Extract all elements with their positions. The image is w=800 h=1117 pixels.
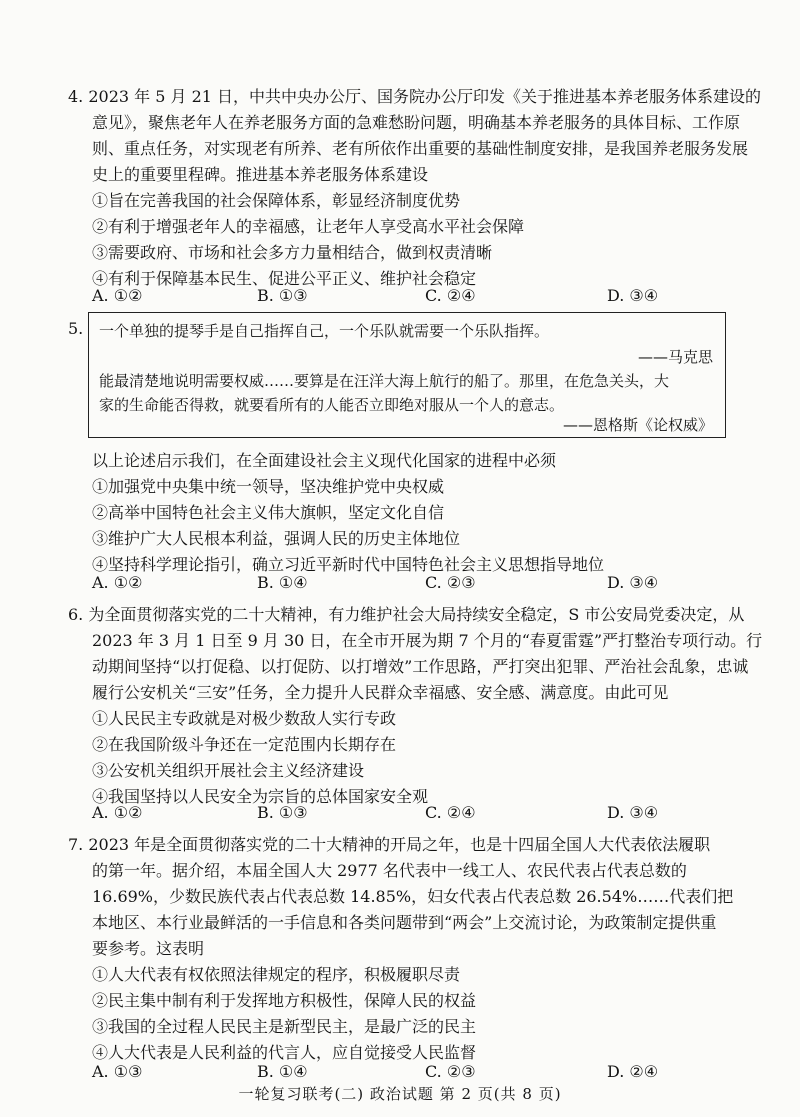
q7-choices bbox=[92, 1059, 712, 1085]
q6-choice-a: A. ①② bbox=[92, 803, 143, 822]
q6-choice-d: D. ③④ bbox=[607, 803, 659, 822]
q6-stem-line: 动期间坚持“以打促稳、以打促防、以打增效”工作思路，严打突出犯罪、严治社会乱象，忠诚 bbox=[92, 657, 749, 676]
q6-choices bbox=[92, 800, 712, 826]
q4-option-4: ④有利于保障基本民生、促进公平正义、维护社会稳定 bbox=[92, 269, 477, 288]
q6-stem-line: 2023 年 3 月 1 日至 9 月 30 日，在全市开展为期 7 个月的“春夏雷霆”严打整治专项行动。行 bbox=[92, 631, 763, 650]
q5-choice-c: C. ②③ bbox=[425, 573, 476, 592]
q6-stem-line: 履行公安机关“三安”任务，全力提升人民群众幸福感、安全感、满意度。由此可见 bbox=[92, 683, 669, 702]
q5-stem: 以上论述启示我们，在全面建设社会主义现代化国家的进程中必须 bbox=[92, 451, 557, 470]
q5-option-2: ②高举中国特色社会主义伟大旗帜，坚定文化自信 bbox=[92, 503, 445, 522]
q4-option-3: ③需要政府、市场和社会多方力量相结合，做到权责清晰 bbox=[92, 243, 493, 262]
q7-choice-d: D. ②④ bbox=[607, 1062, 659, 1081]
q7-stem-line: 的第一年。据介绍，本届全国人大 2977 名代表中一线工人、农民代表占代表总数的 bbox=[92, 861, 687, 880]
q5-attribution-2: ——恩格斯《论权威》 bbox=[562, 416, 713, 434]
q6-option-1: ①人民民主专政就是对极少数敌人实行专政 bbox=[92, 709, 397, 728]
q7-choice-c: C. ②③ bbox=[425, 1062, 476, 1081]
q4-stem-line: 史上的重要里程碑。推进基本养老服务体系建设 bbox=[92, 165, 429, 184]
q7-option-3: ③我国的全过程人民民主是新型民主，是最广泛的民主 bbox=[92, 1017, 477, 1036]
q6-choice-b: B. ①③ bbox=[257, 803, 308, 822]
q4-choice-c: C. ②④ bbox=[425, 286, 476, 305]
page-footer: 一轮复习联考(二) 政治试题 第 2 页(共 8 页) bbox=[238, 1085, 562, 1103]
q6-option-2: ②在我国阶级斗争还在一定范围内长期存在 bbox=[92, 735, 397, 754]
q4-stem-line: 则、重点任务，对实现老有所养、老有所依作出重要的基础性制度安排，是我国养老服务发展 bbox=[92, 139, 749, 158]
q5-quote-1: 一个单独的提琴手是自己指挥自己，一个乐队就需要一个乐队指挥。 bbox=[99, 322, 550, 340]
q4-option-1: ①旨在完善我国的社会保障体系，彰显经济制度优势 bbox=[92, 191, 461, 210]
q7-option-2: ②民主集中制有利于发挥地方积极性，保障人民的权益 bbox=[92, 991, 477, 1010]
q7-stem-line: 要参考。这表明 bbox=[92, 939, 205, 958]
q4-choice-a: A. ①② bbox=[92, 286, 143, 305]
q6-stem-line: 6. 为全面贯彻落实党的二十大精神，有力维护社会大局持续安全稳定，S 市公安局党委决定，从 bbox=[68, 605, 745, 624]
q6-option-3: ③公安机关组织开展社会主义经济建设 bbox=[92, 761, 365, 780]
q4-option-2: ②有利于增强老年人的幸福感，让老年人享受高水平社会保障 bbox=[92, 217, 525, 236]
q5-choice-d: D. ③④ bbox=[607, 573, 659, 592]
q5-number: 5. bbox=[68, 319, 84, 338]
q4-choice-d: D. ③④ bbox=[607, 286, 659, 305]
q5-option-1: ①加强党中央集中统一领导，坚决维护党中央权威 bbox=[92, 477, 445, 496]
q6-option-4: ④我国坚持以人民安全为宗旨的总体国家安全观 bbox=[92, 787, 429, 806]
q5-choice-b: B. ①④ bbox=[257, 573, 308, 592]
q7-option-1: ①人大代表有权依照法律规定的程序，积极履职尽责 bbox=[92, 965, 461, 984]
q7-stem-line: 16.69%，少数民族代表占代表总数 14.85%，妇女代表占代表总数 26.54%……代表们把 bbox=[92, 887, 734, 906]
q4-stem-line: 意见》，聚焦老年人在养老服务方面的急难愁盼问题，明确基本养老服务的具体目标、工作原 bbox=[92, 113, 741, 132]
q4-choices bbox=[92, 283, 712, 309]
q7-choice-b: B. ①④ bbox=[257, 1062, 308, 1081]
q7-stem-line: 本地区、本行业最鲜活的一手信息和各类问题带到“两会”上交流讨论，为政策制定提供重 bbox=[92, 913, 717, 932]
q5-quote-box bbox=[88, 312, 726, 438]
q5-attribution-1: ——马克思 bbox=[637, 348, 713, 366]
q7-option-4: ④人大代表是人民利益的代言人，应自觉接受人民监督 bbox=[92, 1043, 477, 1062]
q5-option-3: ③维护广大人民根本利益，强调人民的历史主体地位 bbox=[92, 529, 461, 548]
q5-choice-a: A. ①② bbox=[92, 573, 143, 592]
q7-choice-a: A. ①③ bbox=[92, 1062, 143, 1081]
q5-quote-2-line-2: 家的生命能否得救，就要看所有的人能否立即绝对服从一个人的意志。 bbox=[99, 396, 565, 414]
q6-choice-c: C. ②④ bbox=[425, 803, 476, 822]
q4-choice-b: B. ①③ bbox=[257, 286, 308, 305]
q5-option-4: ④坚持科学理论指引，确立习近平新时代中国特色社会主义思想指导地位 bbox=[92, 555, 605, 574]
q4-stem-line: 4. 2023 年 5 月 21 日，中共中央办公厅、国务院办公厅印发《关于推进基本养老服务体系建设的 bbox=[68, 87, 762, 106]
q7-stem-line: 7. 2023 年是全面贯彻落实党的二十大精神的开局之年，也是十四届全国人大代表依法履职 bbox=[68, 835, 711, 854]
q5-choices bbox=[92, 570, 712, 596]
q5-quote-2-line-1: 能最清楚地说明需要权威……要算是在汪洋大海上航行的船了。那里，在危急关头，大 bbox=[99, 372, 670, 390]
